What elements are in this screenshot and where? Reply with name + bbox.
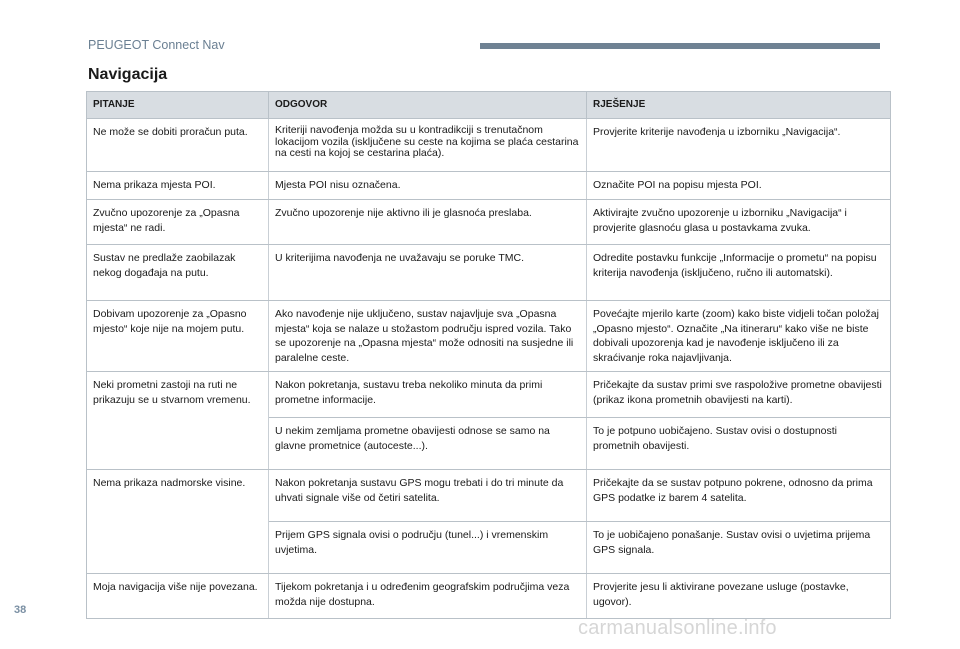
solution-cell: Povećajte mjerilo karte (zoom) kako biste vidjeli točan položaj „Opasno mjesto“. Označite „Na itineraru“ kako više ne biste dobivali upozorenja kad je navođenje isključeno ili za skraćivanje roka najavljivanja.: [587, 301, 891, 372]
answer-cell: Nakon pokretanja sustavu GPS mogu trebati i do tri minute da uhvati signale više od četiri satelita.: [269, 470, 587, 522]
section-title: Navigacija: [88, 66, 168, 83]
table-row: [87, 245, 891, 301]
table-row: [87, 172, 891, 200]
watermark: carmanualsonline.info: [578, 617, 777, 639]
solution-cell: Provjerite jesu li aktivirane povezane usluge (postavke, ugovor).: [587, 574, 891, 619]
column-header-answer: ODGOVOR: [269, 92, 587, 119]
solution-cell: To je potpuno uobičajeno. Sustav ovisi o dostupnosti prometnih obavijesti.: [587, 418, 891, 470]
question-cell: Zvučno upozorenje za „Opasna mjesta“ ne radi.: [87, 200, 269, 245]
table-row: [87, 574, 891, 619]
answer-cell: Zvučno upozorenje nije aktivno ili je glasnoća preslaba.: [269, 200, 587, 245]
table-header-row: [87, 92, 891, 119]
table-row: [87, 372, 891, 418]
solution-cell: Aktivirajte zvučno upozorenje u izborniku „Navigacija“ i provjerite glasnoću glasa u postavkama zvuka.: [587, 200, 891, 245]
question-cell: Ne može se dobiti proračun puta.: [87, 119, 269, 172]
column-header-solution: RJEŠENJE: [587, 92, 891, 119]
table-row: [87, 470, 891, 522]
question-cell: Neki prometni zastoji na ruti ne prikazuju se u stvarnom vremenu.: [87, 372, 269, 470]
table-row: [87, 200, 891, 245]
column-header-question: PITANJE: [87, 92, 269, 119]
answer-cell: Prijem GPS signala ovisi o području (tunel...) i vremenskim uvjetima.: [269, 522, 587, 574]
answer-cell: U nekim zemljama prometne obavijesti odnose se samo na glavne prometnice (autoceste...).: [269, 418, 587, 470]
header-rule: [480, 43, 880, 49]
answer-cell: Mjesta POI nisu označena.: [269, 172, 587, 200]
question-cell: Dobivam upozorenje za „Opasno mjesto“ koje nije na mojem putu.: [87, 301, 269, 372]
question-cell: Nema prikaza mjesta POI.: [87, 172, 269, 200]
answer-cell: Nakon pokretanja, sustavu treba nekoliko minuta da primi prometne informacije.: [269, 372, 587, 418]
question-cell: Nema prikaza nadmorske visine.: [87, 470, 269, 574]
answer-cell: Kriteriji navođenja možda su u kontradikciji s trenutačnom lokacijom vozila (isključene su ceste na kojima se plaća cestarina na cesti na kojoj se cestarina plaća).: [269, 119, 587, 172]
solution-cell: Provjerite kriterije navođenja u izborniku „Navigacija“.: [587, 119, 891, 172]
solution-cell: To je uobičajeno ponašanje. Sustav ovisi o uvjetima prijema GPS signala.: [587, 522, 891, 574]
faq-table: [86, 91, 891, 619]
solution-cell: Odredite postavku funkcije „Informacije o prometu“ na popisu kriterija navođenja (isključeno, ručno ili automatski).: [587, 245, 891, 301]
question-cell: Moja navigacija više nije povezana.: [87, 574, 269, 619]
manual-header-title: PEUGEOT Connect Nav: [88, 38, 225, 52]
table-row: [87, 301, 891, 372]
table-row: [87, 119, 891, 172]
answer-cell: U kriterijima navođenja ne uvažavaju se poruke TMC.: [269, 245, 587, 301]
question-cell: Sustav ne predlaže zaobilazak nekog događaja na putu.: [87, 245, 269, 301]
answer-cell: Ako navođenje nije uključeno, sustav najavljuje sva „Opasna mjesta“ koja se nalaze u stožastom području ispred vozila. Tako se upozorenje na „Opasna mjesta“ može odnositi na susjedne ili paralelne ceste.: [269, 301, 587, 372]
solution-cell: Pričekajte da sustav primi sve raspoložive prometne obavijesti (prikaz ikona prometnih obavijesti na karti).: [587, 372, 891, 418]
solution-cell: Pričekajte da se sustav potpuno pokrene, odnosno da prima GPS podatke iz barem 4 satelita.: [587, 470, 891, 522]
answer-cell: Tijekom pokretanja i u određenim geografskim područjima veza možda nije dostupna.: [269, 574, 587, 619]
page-number: 38: [14, 604, 27, 616]
solution-cell: Označite POI na popisu mjesta POI.: [587, 172, 891, 200]
